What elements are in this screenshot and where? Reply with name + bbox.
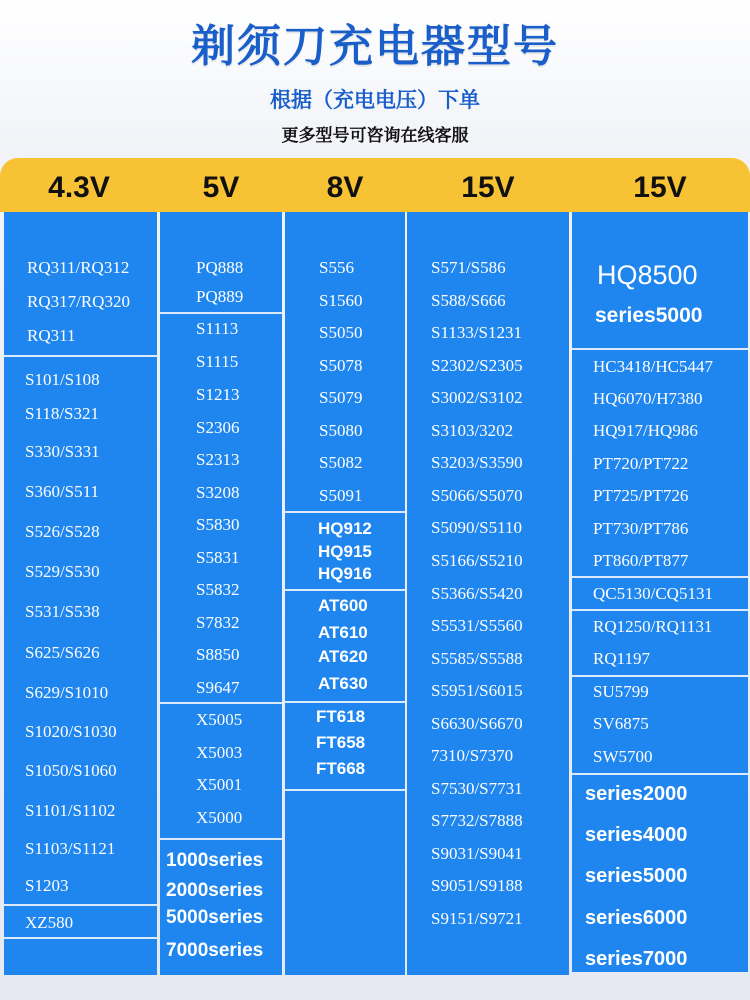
- model-item: S7832: [196, 613, 240, 632]
- model-item: AT630: [318, 674, 368, 693]
- model-item: S5832: [196, 580, 240, 599]
- model-item: S5079: [319, 388, 363, 407]
- model-item: RQ1250/RQ1131: [593, 617, 713, 636]
- model-item: S2313: [196, 450, 240, 469]
- series-item: 5000series: [166, 907, 264, 928]
- model-item: S5366/S5420: [431, 584, 523, 603]
- model-item: HQ912: [318, 519, 372, 538]
- model-item: S556: [319, 258, 354, 277]
- model-item: S3002/S3102: [431, 388, 523, 407]
- model-item: PT730/PT786: [593, 519, 689, 538]
- group-divider: [572, 576, 748, 578]
- group-divider: [285, 511, 405, 513]
- model-item: S1103/S1121: [25, 839, 116, 858]
- model-item: S531/S538: [25, 602, 100, 621]
- model-item: S588/S666: [431, 291, 506, 310]
- model-item: S1101/S1102: [25, 801, 116, 820]
- model-item: X5001: [196, 775, 243, 794]
- group-divider: [572, 609, 748, 611]
- model-item: S3208: [196, 483, 240, 502]
- model-item: S1050/S1060: [25, 761, 117, 780]
- model-item: S7530/S7731: [431, 779, 523, 798]
- model-item: S101/S108: [25, 370, 100, 389]
- voltage-header-8v: 8V: [326, 171, 364, 204]
- model-item: AT600: [318, 596, 368, 615]
- model-item: SV6875: [593, 714, 649, 733]
- voltage-header-5v: 5V: [202, 171, 240, 204]
- series-item: series6000: [585, 907, 688, 929]
- model-item: S1203: [25, 876, 69, 895]
- page-subtitle: 根据（充电电压）下单: [270, 88, 480, 112]
- model-item: S118/S321: [25, 404, 100, 423]
- model-item: S1213: [196, 385, 240, 404]
- model-item: S5066/S5070: [431, 486, 523, 505]
- voltage-header-15v-a: 15V: [461, 171, 515, 204]
- model-item: S9151/S9721: [431, 909, 523, 928]
- model-item: S3103/3202: [431, 421, 514, 440]
- model-item: S9031/S9041: [431, 844, 523, 863]
- model-item: S5080: [319, 421, 363, 440]
- model-item: HC3418/HC5447: [593, 357, 713, 376]
- model-item: S2306: [196, 418, 240, 437]
- group-divider: [285, 789, 405, 791]
- model-item: S625/S626: [25, 643, 100, 662]
- series-item: series4000: [585, 824, 688, 846]
- model-item: S5166/S5210: [431, 551, 523, 570]
- model-item: S5830: [196, 515, 240, 534]
- model-item: FT668: [316, 759, 366, 778]
- model-item: PT720/PT722: [593, 454, 689, 473]
- page-title: 剃须刀充电器型号: [191, 21, 559, 72]
- model-item: FT658: [316, 733, 366, 752]
- model-item: PT860/PT877: [593, 551, 689, 570]
- model-item: RQ317/RQ320: [27, 292, 130, 311]
- model-item: S1115: [196, 352, 239, 371]
- model-item: QC5130/CQ5131: [593, 584, 713, 603]
- model-item: PT725/PT726: [593, 486, 689, 505]
- series-item: 2000series: [166, 880, 264, 901]
- model-item: SU5799: [593, 682, 649, 701]
- model-item: XZ580: [25, 913, 74, 932]
- group-divider: [285, 701, 405, 703]
- series-item: 7000series: [166, 940, 264, 961]
- series-item: 1000series: [166, 850, 264, 871]
- model-item: X5005: [196, 710, 243, 729]
- group-divider: [572, 348, 748, 350]
- consult-note: 更多型号可咨询在线客服: [281, 126, 469, 146]
- model-item: S1113: [196, 319, 239, 338]
- model-item: S1133/S1231: [431, 323, 523, 342]
- model-item: S9647: [196, 678, 240, 697]
- model-item: S5585/S5588: [431, 649, 523, 668]
- model-item: S5090/S5110: [431, 518, 523, 537]
- model-item: HQ6070/H7380: [593, 389, 703, 408]
- model-item: S526/S528: [25, 522, 100, 541]
- model-item: S5831: [196, 548, 240, 567]
- model-item: RQ1197: [593, 649, 650, 668]
- series-item: series2000: [585, 783, 688, 805]
- group-divider: [4, 937, 157, 939]
- model-item: HQ8500: [597, 260, 698, 290]
- model-item: S7732/S7888: [431, 811, 523, 830]
- model-item: S360/S511: [25, 482, 100, 501]
- model-item: S2302/S2305: [431, 356, 523, 375]
- voltage-header-15v-b: 15V: [633, 171, 687, 204]
- model-item: S5082: [319, 453, 363, 472]
- group-divider: [160, 312, 282, 314]
- model-item: S5951/S6015: [431, 681, 523, 700]
- model-item: S5091: [319, 486, 363, 505]
- group-divider: [572, 675, 748, 677]
- model-item: SW5700: [593, 747, 653, 766]
- voltage-header-4-3v: 4.3V: [48, 171, 110, 204]
- model-item: S571/S586: [431, 258, 506, 277]
- model-item: S330/S331: [25, 442, 100, 461]
- model-item: AT610: [318, 623, 368, 642]
- model-item: S529/S530: [25, 562, 100, 581]
- model-item: S5531/S5560: [431, 616, 523, 635]
- model-item: S5050: [319, 323, 363, 342]
- group-divider: [160, 702, 282, 704]
- model-item: X5000: [196, 808, 243, 827]
- model-item: RQ311: [27, 326, 76, 345]
- series-item: series5000: [595, 304, 703, 327]
- model-item: RQ311/RQ312: [27, 258, 130, 277]
- model-item: HQ916: [318, 564, 372, 583]
- model-item: S9051/S9188: [431, 876, 523, 895]
- model-item: X5003: [196, 743, 243, 762]
- group-divider: [4, 904, 157, 906]
- model-item: AT620: [318, 647, 368, 666]
- group-divider: [4, 355, 157, 357]
- model-item: S8850: [196, 645, 240, 664]
- model-item: HQ915: [318, 542, 372, 561]
- model-item: FT618: [316, 707, 366, 726]
- series-item: series7000: [585, 948, 688, 970]
- group-divider: [160, 838, 282, 840]
- model-item: PQ888: [196, 258, 244, 277]
- group-divider: [572, 773, 748, 775]
- model-item: 7310/S7370: [431, 746, 514, 765]
- series-item: series5000: [585, 865, 688, 887]
- model-item: S5078: [319, 356, 363, 375]
- model-item: S1560: [319, 291, 363, 310]
- model-item: S6630/S6670: [431, 714, 523, 733]
- model-item: HQ917/HQ986: [593, 421, 698, 440]
- model-item: S3203/S3590: [431, 453, 523, 472]
- model-item: PQ889: [196, 287, 244, 306]
- model-item: S1020/S1030: [25, 722, 117, 741]
- model-item: S629/S1010: [25, 683, 109, 702]
- group-divider: [285, 589, 405, 591]
